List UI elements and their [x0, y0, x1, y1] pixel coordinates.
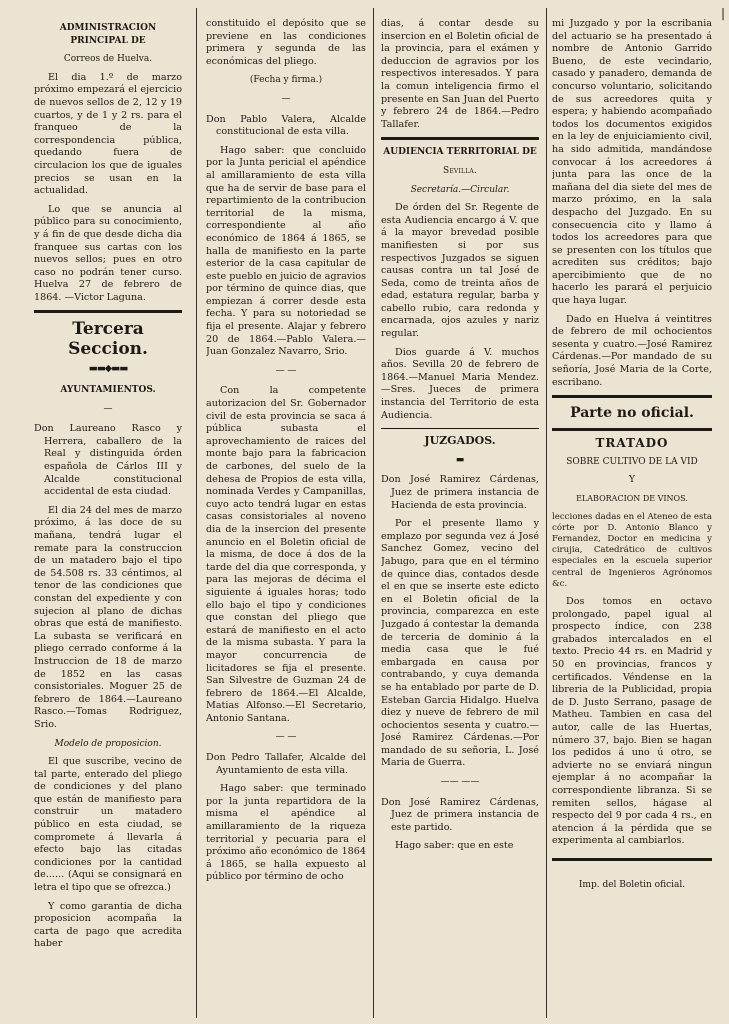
- modelo-paragraph-1: El que suscribe, vecino de tal parte, enterado del pliego de condiciones y del plano que están de manifiesto para construir un matadero público en esta ciudad, se compromete á llevarla á efecto bajo las citadas condiciones por la cantidad de...... (Aqui se consignará en letra el tipo que se ofrezca.): [34, 756, 182, 894]
- dash-divider: —— ——: [440, 777, 480, 788]
- page-corner-mark: |: [720, 6, 725, 20]
- section-rule: [552, 858, 712, 861]
- modelo-paragraph-2: Y como garantia de dicha proposicion acompaña la carta de pago que acredita haber: [34, 900, 182, 950]
- dash-divider: — —: [275, 365, 297, 376]
- tallafer-notice: Hago saber: que terminado por la junta repartidora de la misma el apéndice al amillaramiento de la riqueza territorial y pecuaria para el próximo año económico de 1864 á 1865, se halla expuesto al público por término de ocho: [206, 783, 366, 883]
- imprenta-line: Imp. del Boletin oficial.: [578, 879, 686, 890]
- section-rule: [552, 395, 712, 398]
- section-rule: [34, 310, 182, 313]
- juzgados-heading: JUZGADOS.: [424, 434, 496, 448]
- ornament-divider: ▬▬◆▬▬: [88, 363, 128, 375]
- dash-divider: — —: [275, 732, 297, 743]
- column-2: [206, 18, 366, 1018]
- valera-intro: Don Pablo Valera, Alcalde constitucional de esta villa.: [206, 113, 366, 138]
- correos-subheading: Correos de Huelva.: [63, 54, 153, 65]
- ramirez-intro-2: Don José Ramirez Cárdenas, Juez de primera instancia de este partido.: [381, 796, 539, 833]
- correos-heading: ADMINISTRACION PRINCIPAL DE: [59, 23, 157, 46]
- section-rule: [381, 137, 539, 140]
- alajar-notice: Hago saber: que concluido por la Junta pericial el apéndice al amillaramiento de esta villa que ha de servir de base para el repartimiento de la contribucion territorial de la misma, correspondiente al año económico de 1864 á 1865, se halla de manifiesto en la parte esterior de la casa capitular de este pueblo en juicio de agravios por término de quince dias, que empiezan á correr desde esta fecha. Y para su notoriedad se fija el presente. Alajar y febrero 20 de 1864.—Pablo Valera.—Juan Gonzalez Navarro, Srio.: [206, 144, 366, 358]
- correos-paragraph-2: Lo que se anuncia al público para su conocimiento, y á fin de que desde dicha dia franquee sus cartas con los nuevos sellos; pues en otro caso no podrán tener curso. Huelva 27 de febrero de 1864. —Victor Laguna.: [34, 203, 182, 303]
- section-rule: [552, 428, 712, 431]
- tratado-subtitle-1: SOBRE CULTIVO DE LA VID: [566, 456, 698, 467]
- section-rule: [381, 428, 539, 429]
- tratado-advertisement: Dos tomos en octavo prolongado, papel igual al prospecto índice, con 238 grabados intercalados en el texto. Precio 44 rs. en Madrid y 50 en provincias, francos y certificados. Véndense en la libreria de la Publicidad, propia de D. Justo Serrano, pasage de Matheu. Tambien en casa del autor, calle de las Huertas, número 37, bajo. Bien se hagan los pedidos á uno ú otro, se advierte no se enviará ningun ejemplar á no acompañar la correspondiente libranza. Si se remiten sellos, hágase al respecto del 9 por cada 4 rs., en atencion á la pérdida que se experimenta al cambiarlos.: [552, 596, 712, 847]
- concurso-notice: Hago saber: que en este: [395, 840, 514, 852]
- tratado-description: lecciones dadas en el Ateneo de esta córte por D. Antonio Blanco y Fernandez, Doctor en medicina y cirujia, Catedrático de cultivos especiales en la escuela superior central de Ingenieros Agrónomos &c.: [552, 511, 712, 589]
- fecha-firma: (Fecha y firma.): [249, 75, 323, 86]
- audiencia-subheading: Secretaría.—Circular.: [410, 184, 510, 195]
- matadero-notice: El dia 24 del mes de marzo próximo, á las doce de su mañana, tendrá lugar el remate para la construccion de un matadero bajo el tipo de 54.508 rs. 33 céntimos, al tenor de las condiciones que constan del expediente y con sujecion al plano de dichas obras que está de manifiesto. La subasta se verificará en pliego cerrado conforme á la Instruccion de 18 de marzo de 1852 en las casas consistoriales. Moguer 25 de febrero de 1864.—Laureano Rasco.—Tomas Rodriguez, Srio.: [34, 504, 182, 730]
- audiencia-heading: AUDIENCIA TERRITORIAL DE: [383, 147, 537, 158]
- dash-divider: —: [281, 93, 291, 104]
- ramirez-intro: Don José Ramirez Cárdenas, Juez de primera instancia de Hacienda de esta provincia.: [381, 474, 539, 511]
- deposito-continuation: constituido el depósito que se previene en las condiciones primera y segunda de las económicas del pliego.: [206, 18, 366, 67]
- audiencia-paragraph-2: Dios guarde á V. muchos años. Sevilla 20 de febrero de 1864.—Manuel Maria Mendez.—Sres. Jueces de primera instancia del Territorio de esta Audiencia.: [381, 346, 539, 421]
- concurso-closing: Dado en Huelva á veintitres de febrero de mil ochocientos sesenta y cuatro.—José Ramirez Cárdenas.—Por mandado de su señoría, José Maria de la Corte, escribano.: [552, 313, 712, 388]
- dash-divider: —: [103, 403, 113, 414]
- ayuntamientos-heading: AYUNTAMIENTOS.: [60, 385, 156, 396]
- parte-no-oficial-title: Parte no oficial.: [570, 405, 694, 422]
- audiencia-city: Sevilla.: [442, 165, 477, 176]
- dash-divider: ▬: [455, 454, 465, 465]
- subasta-notice: Con la competente autorizacion del Sr. Gobernador civil de esta provincia se saca á pública subasta el aprovechamiento de raices del monte bajo para la fabricacion de carbones, del suelo de la dehesa de Propios de esta villa, nominada Verdes y Campanillas, cuyo acto tendrá lugar en estas casas consistoriales al noveno dia de la insercion del presente anuncio en el Boletin oficial de la misma, de doce á dos de la tarde del dia que corresponda, y para las mejoras de décima el siguiente á iguales horas; todo ello bajo el tipo y condiciones que constan del pliego que estará de manifiesto en el acto de la misma subasta. Y para la mayor concurrencia de licitadores se fija el presente. San Silvestre de Guzman 24 de febrero de 1864.—El Alcalde, Matias Alfonso.—El Secretario, Antonio Santana.: [206, 385, 366, 724]
- tallafer-continuation: dias, á contar desde su insercion en el Boletin oficial de la provincia, para el exámen y deduccion de agravios por los respectivos interesados. Y para la comun inteligencia firmo el presente en San Juan del Puerto y febrero 24 de 1864.—Pedro Tallafer.: [381, 18, 539, 130]
- tallafer-intro: Don Pedro Tallafer, Alcalde del Ayuntamiento de esta villa.: [206, 752, 366, 776]
- column-divider: [546, 8, 547, 1018]
- modelo-heading: Modelo de proposicion.: [54, 738, 162, 749]
- column-3: [381, 18, 539, 1018]
- tratado-title: TRATADO: [595, 436, 669, 451]
- correos-paragraph-1: El dia 1.º de marzo próximo empezará el ejercicio de nuevos sellos de 2, 12 y 19 cuartos, y de 1 y 2 rs. para el franqueo de la correspondencia pública, quedando fuera de circulacion los que de iguales precios se usan en la actualidad.: [34, 71, 182, 197]
- concurso-continuation: mi Juzgado y por la escribania del actuario se ha presentado á nombre de Antonio Garrido Bueno, de este vecindario, casado y panadero, demanda de concurso voluntario, solicitando de sus acreedores quita y espera; y habiendo acompañado todos los documentos exigidos en la ley de enjuiciamiento civil, ha sido admitida, mandándose convocar á los acreedores á junta para las once de la mañana del dia siete del mes de marzo próximo, en la sala despacho del Juzgado. En su consecuencia cito y llamo á todos los acreedores para que se presenten con los títulos que acrediten sus créditos; bajo apercibimiento que de no hacerlo les parará el perjuicio que haya lugar.: [552, 18, 712, 307]
- column-divider: [196, 8, 197, 1018]
- column-divider: [373, 8, 374, 1018]
- tratado-conjunction: Y: [629, 475, 635, 486]
- emplazamiento-notice: Por el presente llamo y emplazo por segunda vez á José Sanchez Gomez, vecino del Jabugo, para que en el término de quince dias, contados desde el en que se inserte este edicto en el Boletin oficial de la provincia, comparezca en este Juzgado á contestar la demanda de terceria de dominio á la media casa que le fué embargada en causa por contrabando, y cuya demanda se ha entablado por parte de D. Esteban Garcia Hidalgo. Huelva diez y nueve de febrero de mil ochocientos sesenta y cuatro.—José Ramirez Cárdenas.—Por mandado de su señoria, L. José Maria de Guerra.: [381, 518, 539, 769]
- section-title: Tercera Seccion.: [68, 319, 148, 360]
- tratado-subtitle-2: ELABORACION DE VINOS.: [576, 494, 688, 503]
- audiencia-paragraph-1: De órden del Sr. Regente de esta Audiencia encargo á V. que á la mayor brevedad posible manifiesten si por sus respectivos Juzgados se siguen causas contra un tal José de Seda, como de treinta años de edad, estatura regular, barba y cabello rubio, cara redonda y encarnada, ojos azules y nariz regular.: [381, 202, 539, 340]
- column-4: [552, 18, 712, 1018]
- column-1: [34, 18, 182, 1018]
- rasco-intro: Don Laureano Rasco y Herrera, caballero de la Real y distinguida órden española de Cárlos III y Alcalde constitucional accidental de esta ciudad.: [34, 423, 182, 498]
